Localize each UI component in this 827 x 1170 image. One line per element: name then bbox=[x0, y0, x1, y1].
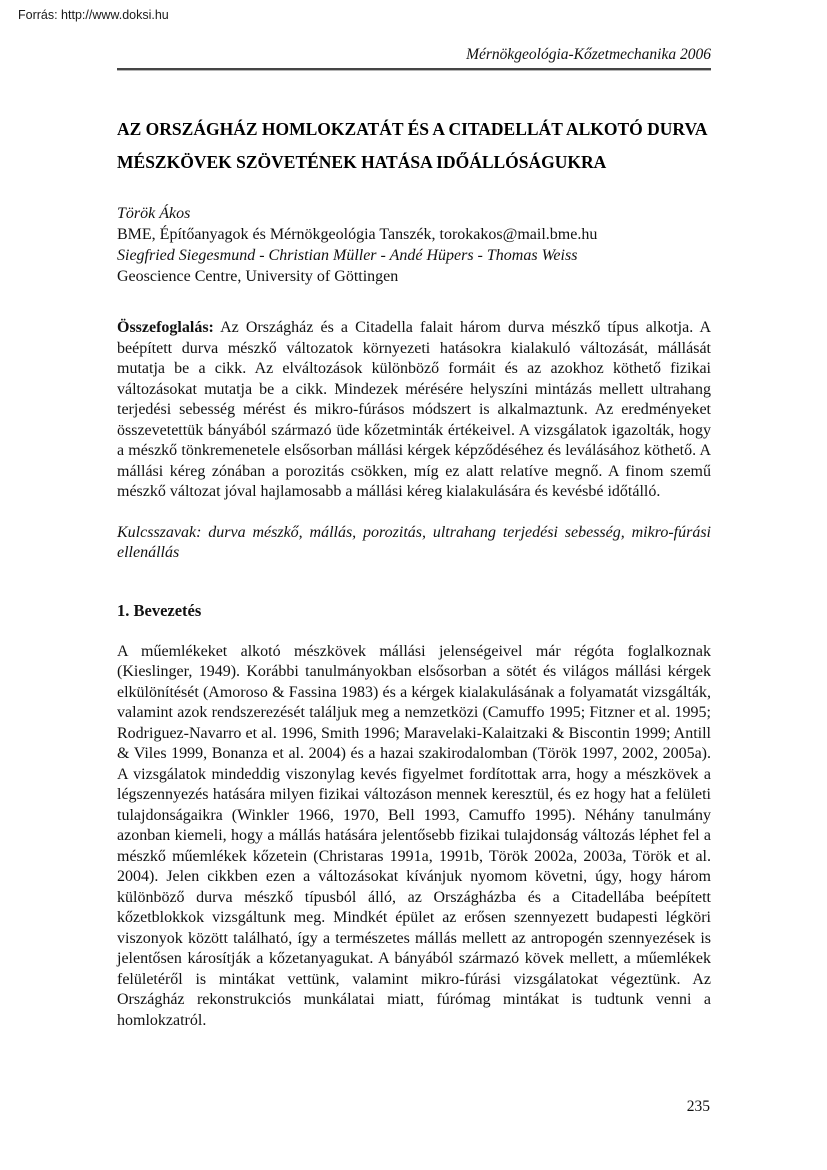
abstract-paragraph bbox=[117, 318, 711, 503]
authors-block bbox=[117, 203, 711, 287]
author-name: Török Ákos bbox=[117, 205, 191, 222]
author-affiliation: BME, Építőanyagok és Mérnökgeológia Tanszék, torokakos@mail.bme.hu bbox=[117, 226, 598, 243]
section-heading: 1. Bevezetés bbox=[117, 600, 202, 620]
section-body: A műemlékeket alkotó mészkövek mállási jelenségeivel már régóta foglalkoznak (Kieslinger, 1949). Korábbi tanulmányokban elsősorban a sötét és világos mállási kérgek elkülönítését (Amoroso & Fassina 1983) és a kérgek kialakulásának a folyamatát vizsgálták, valamint azok rendszerezését találjuk meg a nemzetközi (Camuffo 1995; Fitzner et al. 1995; Rodriguez-Navarro et al. 1996, Smith 1996; Maravelaki-Kalaitzaki & Biscontin 1999; Antill & Viles 1999, Bonanza et al. 2004) és a hazai szakirodalomban (Török 1997, 2002, 2005a). A vizsgálatok mindeddig viszonylag kevés figyelmet fordítottak arra, hogy a mészkövek a légszennyezés hatására milyen fizikai változáson mennek keresztül, és ez hogy hat a felületi tulajdonságaikra (Winkler 1966, 1970, Bell 1993, Camuffo 1995). Néhány tanulmány azonban kiemeli, hogy a mállás hatására jelentősebb fizikai tulajdonság változás léphet fel a mészkő műemlékek kőzetein (Christaras 1991a, 1991b, Török 2002a, 2003a, Török et al. 2004). Jelen cikkben ezen a változásokat kívánjuk nyomom követni, úgy, hogy három különböző durva mészkő típusból álló, az Országházba és a Citadellába beépített kőzetblokkok vizsgáltunk meg. Mindkét épület az erősen szennyezett budapesti légköri viszonyok között található, így a természetes mállás mellett az antropogén szennyezések is jelentősen károsítják a kőzetanyagukat. A bányából származó kövek mellett, a műemlékek felületéről is mintákat vettünk, valamint mikro-fúrási vizsgálatokat végeztünk. Az Országház rekonstrukciós munkálatai miatt, fúrómag mintákat is tudtunk venni a homlokzatról. bbox=[117, 642, 711, 1029]
abstract-label: Összefoglalás: bbox=[117, 319, 214, 336]
author-name: Siegfried Siegesmund - Christian Müller - Andé Hüpers - Thomas Weiss bbox=[117, 247, 578, 264]
page-number: 235 bbox=[686, 1098, 710, 1115]
page-content bbox=[117, 0, 711, 1031]
source-note: Forrás: http://www.doksi.hu bbox=[18, 8, 169, 22]
header-rule bbox=[117, 68, 711, 71]
article-title: AZ ORSZÁGHÁZ HOMLOKZATÁT ÉS A CITADELLÁT ALKOTÓ DURVA MÉSZKÖVEK SZÖVETÉNEK HATÁSA IDŐÁLLÓSÁGUKRA bbox=[117, 119, 707, 172]
keywords-paragraph: Kulcsszavak: durva mészkő, mállás, porozitás, ultrahang terjedési sebesség, mikro-fúrási ellenállás bbox=[117, 523, 711, 561]
author-affiliation: Geoscience Centre, University of Göttingen bbox=[117, 268, 399, 285]
journal-header: Mérnökgeológia-Kőzetmechanika 2006 bbox=[466, 46, 711, 63]
abstract-text: Az Országház és a Citadella falait három durva mészkő típus alkotja. A beépített durva mészkő változatok környezeti hatásokra kialakuló változását, mállását mutatja be a cikk. Az elváltozások különböző formáit és az azokhoz köthető fizikai változásokat mutatja be a cikk. Mindezek mérésére helyszíni mintázás mellett ultrahang terjedési sebesség mérést és mikro-fúrásos módszert is alkalmaztunk. Az eredményeket összevetettük bányából származó üde kőzetminták értékeivel. A vizsgálatok igazolták, hogy a mészkő tönkremenetele elsősorban mállási kérgek képződéséhez és leválásához köthető. A mállási kéreg zónában a porozitás csökken, míg ez alatt relatíve megnő. A finom szemű mészkő változat jóval hajlamosabb a mállási kéreg kialakulására és kevésbé időtálló. bbox=[117, 319, 712, 500]
